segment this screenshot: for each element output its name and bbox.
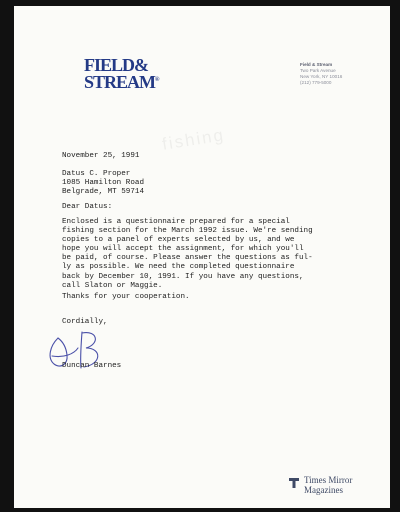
recipient-address — [62, 170, 144, 197]
letterhead-address-line-2: New York, NY 10016 — [300, 74, 343, 79]
recipient-name: Datus C. Proper — [62, 170, 131, 178]
times-mirror-logo-icon — [288, 477, 300, 489]
thanks-line: Thanks for your cooperation. — [62, 293, 190, 301]
registered-mark: ® — [155, 77, 160, 83]
paragraph-line: copies to a panel of experts selected by us, and we — [62, 236, 295, 245]
letter-page — [14, 6, 390, 508]
footer-line-2: Magazines — [304, 484, 343, 495]
footer-line-1: Times Mirror — [304, 475, 353, 485]
recipient-city: Belgrade, MT 59714 — [62, 188, 145, 197]
logo-line-2: STREAM — [84, 72, 156, 92]
paragraph-line: call Slaton or Maggie. — [62, 281, 163, 290]
letterhead-address — [300, 62, 342, 86]
closing: Cordially, — [62, 318, 108, 326]
letterhead-address-line-1: Two Park Avenue — [300, 68, 336, 73]
paragraph-line: back by December 10, 1991. If you have any questions, — [62, 272, 304, 281]
recipient-street: 1085 Hamilton Road — [62, 179, 145, 188]
paragraph-line: fishing section for the March 1992 issue. We're sending — [62, 227, 313, 236]
paragraph-line: hope you will accept the assignment, for which you'll — [62, 245, 304, 254]
faint-watermark-text: fishing — [160, 125, 227, 154]
signer-name: Duncan Barnes — [62, 362, 122, 370]
letter-date: November 25, 1991 — [62, 152, 140, 160]
paragraph-line: be paid, of course. Please answer the questions as ful- — [62, 254, 313, 263]
paragraph-line: ly as possible. We need the completed questionnaire — [62, 263, 295, 272]
logo-line-1: FIELD — [84, 55, 135, 75]
letter-paragraph — [62, 218, 322, 291]
times-mirror-footer — [304, 476, 352, 495]
field-and-stream-logo — [84, 55, 160, 92]
letterhead-phone: (212) 779-5000 — [300, 80, 332, 85]
letterhead-company: Field & Stream — [300, 62, 333, 67]
paragraph-line: Enclosed is a questionnaire prepared for a special — [62, 218, 290, 226]
salutation: Dear Datus: — [62, 203, 113, 211]
logo-ampersand: & — [134, 55, 149, 75]
